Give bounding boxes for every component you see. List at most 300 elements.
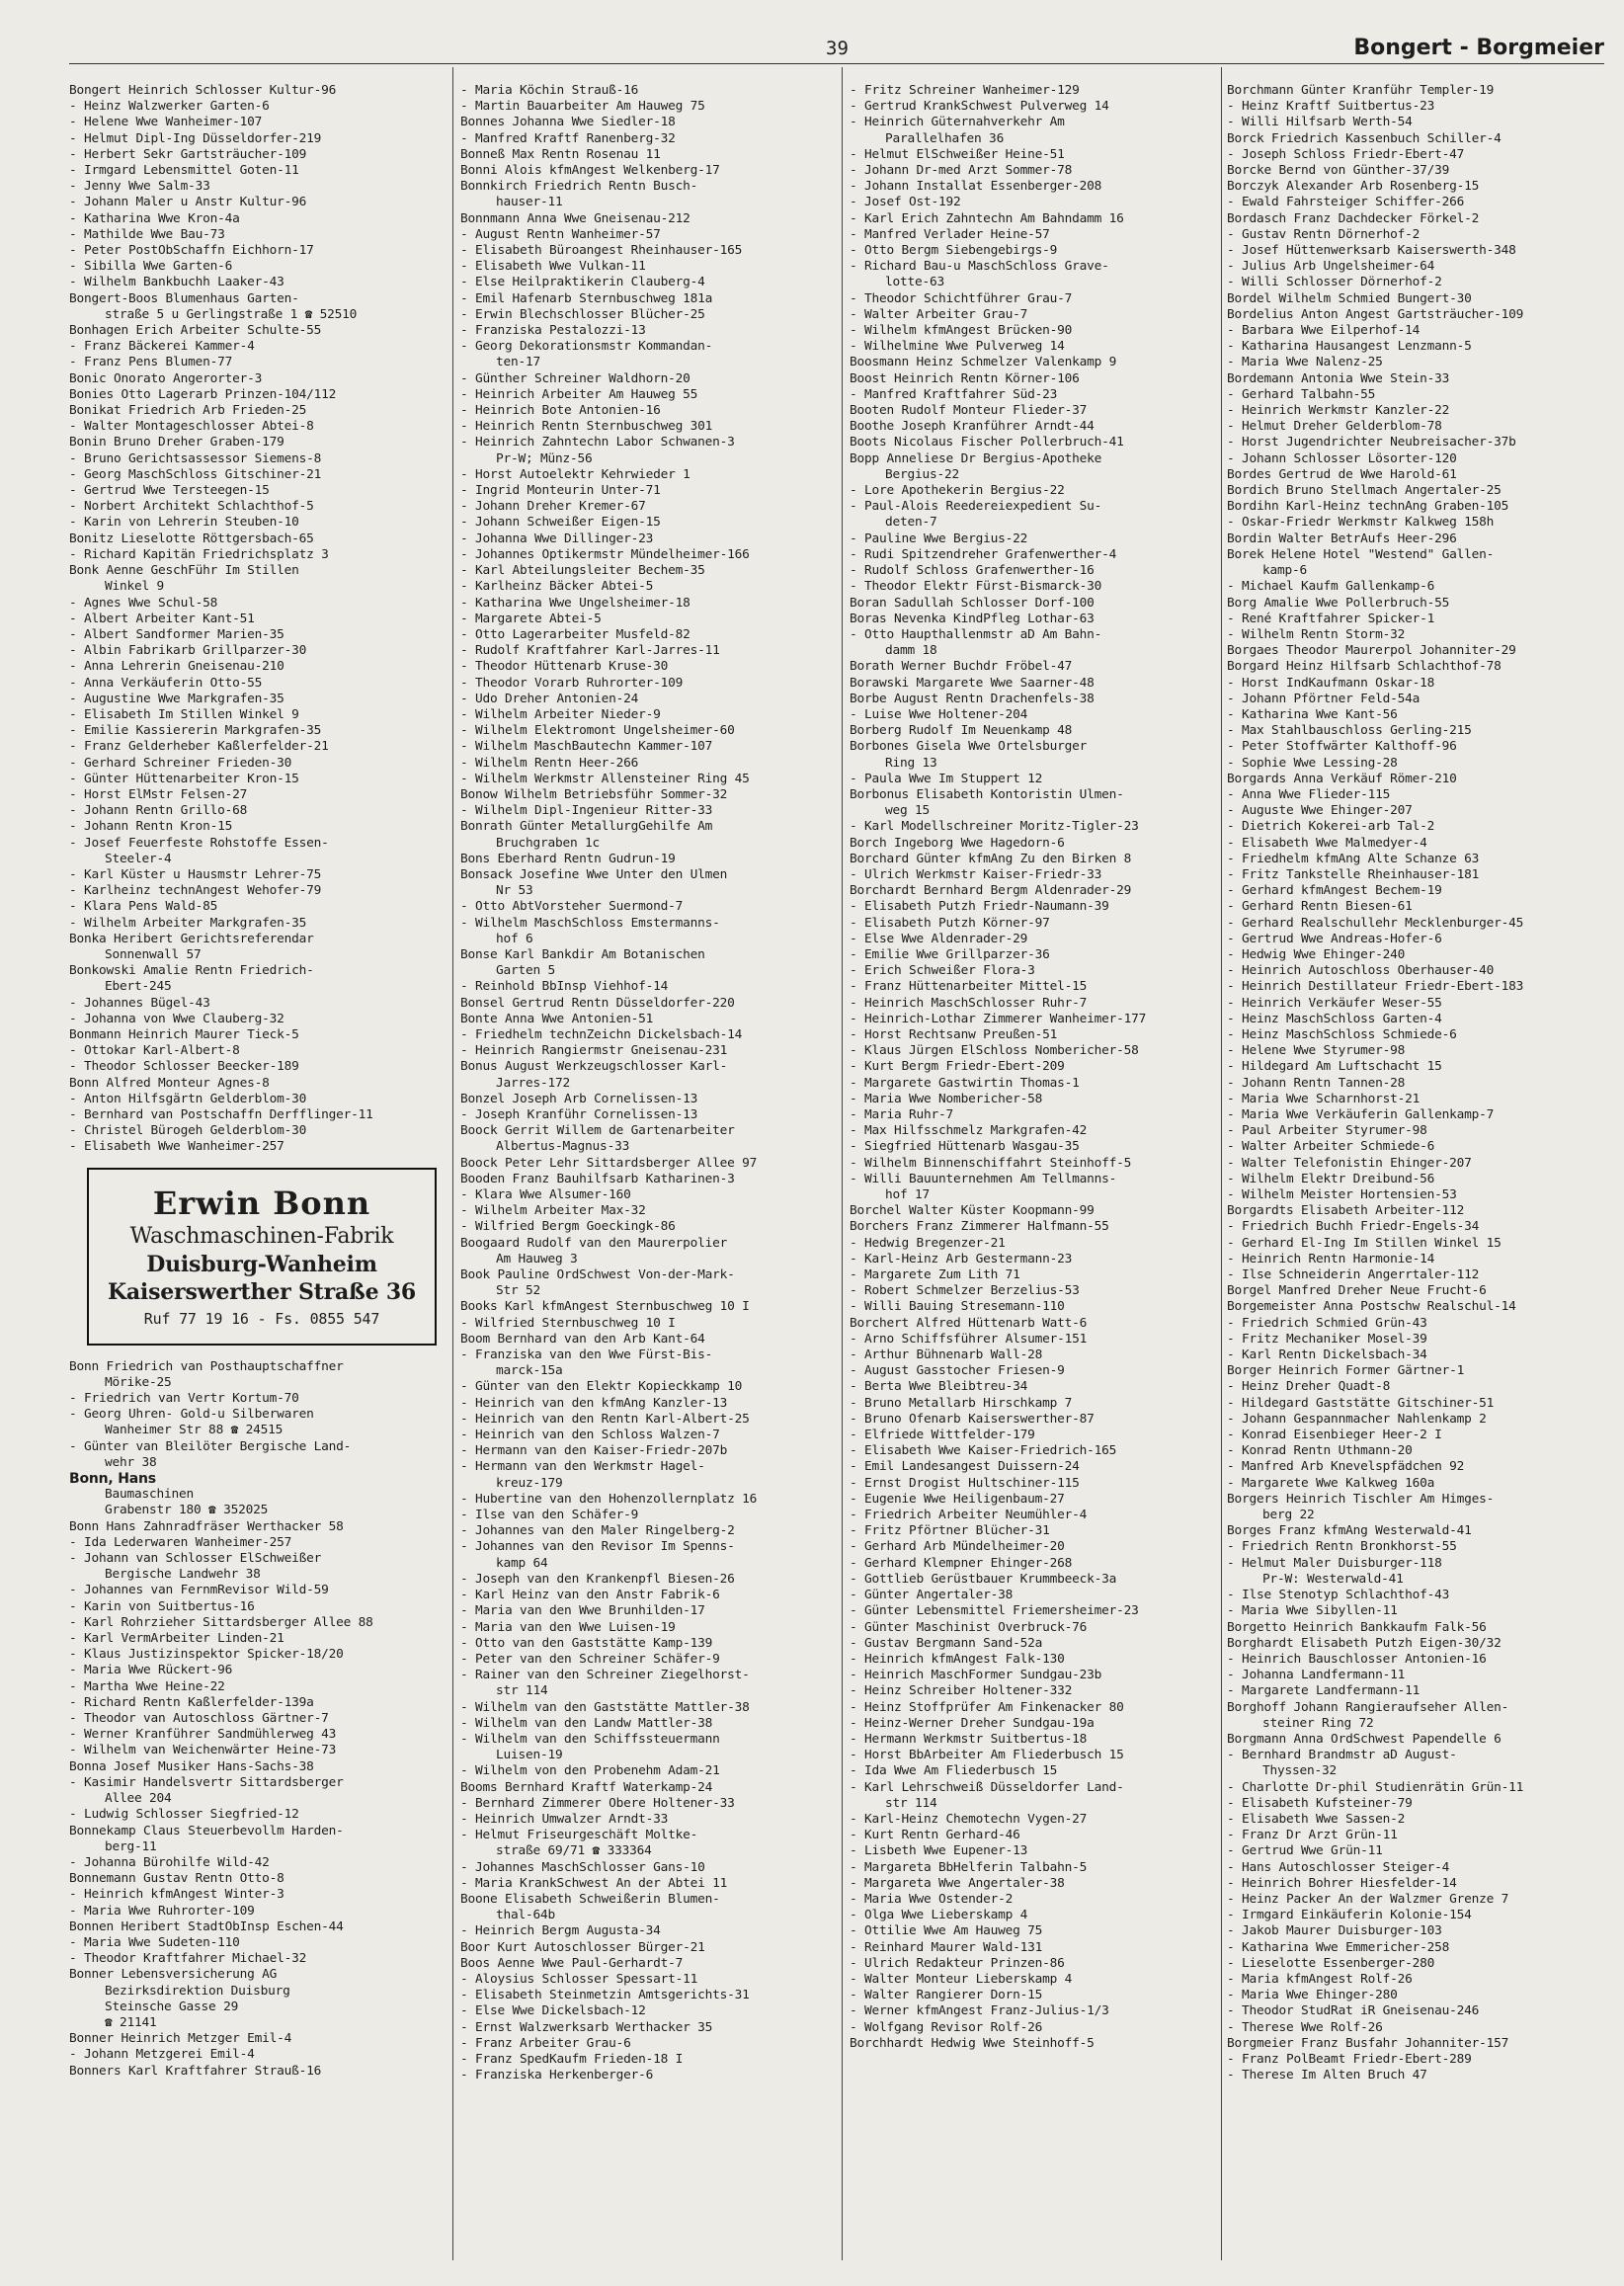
directory-entry: - Maria kfmAngest Rolf-26 <box>1227 1971 1413 1987</box>
directory-entry: - Ilse Stenotyp Schlachthof-43 <box>1227 1588 1450 1603</box>
directory-entry: Borczyk Alexander Arb Rosenberg-15 <box>1227 179 1480 195</box>
directory-entry: - Gertrud Wwe Grün-11 <box>1227 1843 1383 1859</box>
directory-entry: Borger Heinrich Former Gärtner-1 <box>1227 1363 1465 1379</box>
directory-entry: Bonies Otto Lagerarb Prinzen-104/112 <box>69 386 337 402</box>
directory-entry: Borath Werner Buchdr Fröbel-47 <box>850 659 1073 675</box>
directory-entry: - Maria van den Wwe Brunhilden-17 <box>460 1603 705 1619</box>
directory-entry: - Else Heilpraktikerin Clauberg-4 <box>460 275 705 290</box>
directory-entry: - Hermann van den Werkmstr Hagel- <box>460 1459 705 1475</box>
directory-entry: - Konrad Eisenbieger Heer-2 I <box>1227 1428 1442 1443</box>
directory-entry: - Maria Wwe Nalenz-25 <box>1227 355 1383 370</box>
directory-entry: Borgel Manfred Dreher Neue Frucht-6 <box>1227 1283 1487 1299</box>
directory-entry: str 114 <box>496 1683 548 1699</box>
running-head: Bongert - Borgmeier <box>1353 36 1604 60</box>
directory-entry: - Heinrich Bergm Augusta-34 <box>460 1923 661 1939</box>
directory-entry: - Karlheinz technAngest Wehofer-79 <box>69 883 322 899</box>
directory-entry: - Martha Wwe Heine-22 <box>69 1678 225 1694</box>
directory-entry: - Wilhelm van den Schiffssteuermann <box>460 1731 720 1747</box>
directory-entry: - Gottlieb Gerüstbauer Krummbeeck-3a <box>850 1571 1117 1587</box>
directory-entry: - Wilfried Sternbuschweg 10 I <box>460 1315 676 1331</box>
directory-entry: - Elisabeth Wwe Wanheimer-257 <box>69 1139 284 1155</box>
directory-entry: - Johann Installat Essenberger-208 <box>850 179 1102 195</box>
directory-entry: - Heinrich Verkäufer Weser-55 <box>1227 995 1442 1011</box>
directory-entry: - Theodor Hüttenarb Kruse-30 <box>460 659 669 675</box>
directory-entry: - Gerhard Arb Mündelheimer-20 <box>850 1539 1065 1555</box>
directory-entry: Bonka Heribert Gerichtsreferendar <box>69 931 314 946</box>
directory-entry: - Hedwig Wwe Ehinger-240 <box>1227 946 1406 962</box>
directory-entry: Bonner Lebensversicherung AG <box>69 1967 278 1983</box>
directory-entry: Bonikat Friedrich Arb Frieden-25 <box>69 403 307 419</box>
directory-entry: Borgmann Anna OrdSchwest Papendelle 6 <box>1227 1731 1502 1747</box>
directory-entry: - Günter Maschinist Overbruck-76 <box>850 1619 1088 1635</box>
directory-entry: - Wilhelm van den Landw Mattler-38 <box>460 1715 713 1731</box>
directory-entry: - Max Hilfsschmelz Markgrafen-42 <box>850 1123 1088 1139</box>
directory-entry: - Wilhelm Meister Hortensien-53 <box>1227 1187 1457 1203</box>
directory-entry: - Heinrich Autoschloss Oberhauser-40 <box>1227 963 1495 979</box>
directory-entry: Bonrath Günter MetallurgGehilfe Am <box>460 819 713 835</box>
directory-entry: - Theodor van Autoschloss Gärtner-7 <box>69 1711 329 1727</box>
directory-entry: Bonsack Josefine Wwe Unter den Ulmen <box>460 866 728 882</box>
ad-street: Kaiserswerther Straße 36 <box>107 1278 417 1305</box>
directory-entry: - Peter Stoffwärter Kalthoff-96 <box>1227 739 1457 755</box>
directory-entry: - Robert Schmelzer Berzelius-53 <box>850 1283 1080 1299</box>
directory-entry: - Anna Wwe Flieder-115 <box>1227 786 1391 802</box>
directory-entry: - Fritz Tankstelle Rheinhauser-181 <box>1227 866 1480 882</box>
directory-entry: Borbones Gisela Wwe Ortelsburger <box>850 739 1088 755</box>
directory-entry: - Klara Wwe Alsumer-160 <box>460 1187 631 1203</box>
directory-entry: - Wolfgang Revisor Rolf-26 <box>850 2019 1043 2035</box>
directory-entry: - Karl Heinz van den Anstr Fabrik-6 <box>460 1588 720 1603</box>
directory-entry: Boras Nevenka KindPfleg Lothar-63 <box>850 611 1095 626</box>
directory-entry: - Georg MaschSchloss Gitschiner-21 <box>69 466 322 482</box>
directory-entry: - Michael Kaufm Gallenkamp-6 <box>1227 579 1435 595</box>
directory-entry: - Gerhard Talbahn-55 <box>1227 386 1376 402</box>
column-4-entries <box>1227 83 1600 2083</box>
directory-entry: - Maria Wwe Ehinger-280 <box>1227 1988 1398 2003</box>
directory-entry: deten-7 <box>885 515 937 531</box>
directory-entry: Borghardt Elisabeth Putzh Eigen-30/32 <box>1227 1635 1502 1651</box>
directory-entry: - Günter van den Elektr Kopieckkamp 10 <box>460 1379 743 1395</box>
directory-entry: Bopp Anneliese Dr Bergius-Apotheke <box>850 450 1102 466</box>
directory-entry: - Johanna Landfermann-11 <box>1227 1668 1406 1683</box>
column-1-entries-c <box>69 1519 443 2080</box>
directory-entry: - Therese Im Alten Bruch 47 <box>1227 2068 1427 2083</box>
directory-entry: Boost Heinrich Rentn Körner-106 <box>850 370 1080 386</box>
directory-entry: Steinsche Gasse 29 <box>105 1999 239 2014</box>
directory-entry: - Wilhelm Binnenschiffahrt Steinhoff-5 <box>850 1155 1132 1171</box>
directory-entry: - Christel Bürogeh Gelderblom-30 <box>69 1123 307 1139</box>
directory-entry: - Wilhelm van den Gaststätte Mattler-38 <box>460 1699 750 1715</box>
directory-entry: - Maria Wwe Scharnhorst-21 <box>1227 1091 1421 1106</box>
directory-entry: weg 15 <box>885 803 931 819</box>
directory-entry: - Ernst Walzwerksarb Werthacker 35 <box>460 2019 713 2035</box>
directory-entry: - Heinrich Umwalzer Arndt-33 <box>460 1811 669 1827</box>
directory-entry: - Elisabeth Steinmetzin Amtsgerichts-31 <box>460 1988 750 2003</box>
directory-entry: Bonnekamp Claus Steuerbevollm Harden- <box>69 1823 344 1838</box>
directory-entry: - Johannes van den Maler Ringelberg-2 <box>460 1523 735 1539</box>
directory-entry: - Klaus Jürgen ElSchloss Nombericher-58 <box>850 1043 1139 1059</box>
directory-entry: - Margareta Wwe Angertaler-38 <box>850 1875 1065 1891</box>
directory-entry: - Oskar-Friedr Werkmstr Kalkweg 158h <box>1227 515 1495 531</box>
directory-entry: - Richard Bau-u MaschSchloss Grave- <box>850 259 1109 275</box>
directory-entry: - Karl Rohrzieher Sittardsberger Allee 88 <box>69 1614 373 1630</box>
directory-entry: Bonnkirch Friedrich Rentn Busch- <box>460 179 698 195</box>
directory-entry: marck-15a <box>496 1363 563 1379</box>
directory-entry: - Else Wwe Aldenrader-29 <box>850 931 1028 946</box>
directory-entry: - Heinrich-Lothar Zimmerer Wanheimer-177 <box>850 1011 1147 1026</box>
directory-entry: Str 52 <box>496 1283 541 1299</box>
directory-entry: Wanheimer Str 88 ☎ 24515 <box>105 1423 284 1438</box>
directory-entry: - Margarete Wwe Kalkweg 160a <box>1227 1475 1435 1491</box>
directory-entry: - Manfred Kraftfahrer Süd-23 <box>850 386 1058 402</box>
directory-entry: - Irmgard Einkäuferin Kolonie-154 <box>1227 1908 1472 1923</box>
directory-entry: - Heinz Dreher Quadt-8 <box>1227 1379 1391 1395</box>
directory-entry: - Werner Kranführer Sandmühlerweg 43 <box>69 1727 337 1743</box>
directory-entry: - Theodor Schichtführer Grau-7 <box>850 290 1073 306</box>
directory-entry: - Franz Pens Blumen-77 <box>69 355 233 370</box>
directory-entry: - Horst IndKaufmann Oskar-18 <box>1227 675 1435 691</box>
directory-entry: Borchel Walter Küster Koopmann-99 <box>850 1203 1095 1219</box>
directory-entry: - Günther Schreiner Waldhorn-20 <box>460 370 690 386</box>
directory-entry: - Agnes Wwe Schul-58 <box>69 595 218 611</box>
directory-entry: - Auguste Wwe Ehinger-207 <box>1227 803 1413 819</box>
directory-entry: - Katharina Wwe Kant-56 <box>1227 706 1398 722</box>
directory-entry: - Kurt Bergm Friedr-Ebert-209 <box>850 1059 1065 1075</box>
directory-entry: - Klaus Justizinspektor Spicker-18/20 <box>69 1647 344 1663</box>
directory-entry: - Otto Bergm Siebengebirgs-9 <box>850 243 1058 259</box>
directory-entry: - Helmut Friseurgeschäft Moltke- <box>460 1828 698 1843</box>
directory-entry: - Norbert Architekt Schlachthof-5 <box>69 499 314 515</box>
directory-entry: - Heinrich Arbeiter Am Hauweg 55 <box>460 386 698 402</box>
directory-entry: Bergische Landwehr 38 <box>105 1567 261 1583</box>
directory-entry: kamp-6 <box>1262 563 1308 579</box>
directory-entry: - Walter Rangierer Dorn-15 <box>850 1988 1043 2003</box>
directory-entry: Am Hauweg 3 <box>496 1251 578 1266</box>
directory-entry: Bonitz Lieselotte Röttgersbach-65 <box>69 531 314 546</box>
directory-entry: Bonn Friedrich van Posthauptschaffner <box>69 1358 344 1374</box>
directory-entry: steiner Ring 72 <box>1262 1715 1374 1731</box>
directory-entry: - Werner kfmAngest Franz-Julius-1/3 <box>850 2003 1109 2019</box>
directory-entry: Borghoff Johann Rangieraufseher Allen- <box>1227 1699 1509 1715</box>
directory-entry: Bonk Aenne GeschFühr Im Stillen <box>69 563 299 579</box>
directory-entry: - Bernhard van Postschaffn Derfflinger-11 <box>69 1107 373 1122</box>
directory-entry: - Luise Wwe Holtener-204 <box>850 706 1028 722</box>
directory-entry: - Emil Landesangest Duissern-24 <box>850 1459 1080 1475</box>
directory-entry: - Heinz MaschSchloss Schmiede-6 <box>1227 1026 1457 1042</box>
directory-entry: - Georg Uhren- Gold-u Silberwaren <box>69 1407 314 1423</box>
directory-entry: - Heinrich Werkmstr Kanzler-22 <box>1227 403 1450 419</box>
directory-entry: Bonni Alois kfmAngest Welkenberg-17 <box>460 163 720 179</box>
page-number: 39 <box>826 38 849 59</box>
directory-entry: - Albert Sandformer Marien-35 <box>69 626 284 642</box>
directory-entry: Ebert-245 <box>105 979 172 995</box>
directory-entry: - Josef Feuerfeste Rohstoffe Essen- <box>69 835 329 851</box>
column-divider <box>842 67 843 2260</box>
directory-entry: - Arthur Bühnenarb Wall-28 <box>850 1347 1043 1363</box>
directory-entry: damm 18 <box>885 643 937 659</box>
directory-entry: - Katharina Hausangest Lenzmann-5 <box>1227 339 1472 355</box>
directory-entry: - Johann van Schlosser ElSchweißer <box>69 1551 322 1567</box>
directory-entry: - Ida Wwe Am Fliederbusch 15 <box>850 1763 1058 1779</box>
ad-company-name: Erwin Bonn <box>152 1184 371 1222</box>
directory-entry: - Wilhelm von den Probenehm Adam-21 <box>460 1763 720 1779</box>
directory-entry: - Arno Schiffsführer Alsumer-151 <box>850 1331 1088 1347</box>
directory-entry: - Horst Jugendrichter Neubreisacher-37b <box>1227 435 1516 450</box>
directory-entry: - Ernst Drogist Hultschiner-115 <box>850 1475 1080 1491</box>
directory-entry: - Johann Pförtner Feld-54a <box>1227 691 1421 706</box>
directory-entry: - Otto van den Gaststätte Kamp-139 <box>460 1635 713 1651</box>
directory-entry: Bordich Bruno Stellmach Angertaler-25 <box>1227 483 1502 499</box>
directory-entry: - Heinrich Zahntechn Labor Schwanen-3 <box>460 435 735 450</box>
directory-entry: - Margareta BbHelferin Talbahn-5 <box>850 1859 1088 1875</box>
directory-entry: - Rudolf Schloss Grafenwerther-16 <box>850 563 1095 579</box>
directory-entry: hof 17 <box>885 1187 931 1203</box>
directory-entry: Book Pauline OrdSchwest Von-der-Mark- <box>460 1267 735 1283</box>
directory-entry: - Lieselotte Essenberger-280 <box>1227 1955 1435 1971</box>
directory-entry: - Wilhelm Arbeiter Nieder-9 <box>460 706 661 722</box>
directory-entry: Luisen-19 <box>496 1748 563 1763</box>
directory-entry: - Else Wwe Dickelsbach-12 <box>460 2003 646 2019</box>
directory-entry: Bonsel Gertrud Rentn Düsseldorfer-220 <box>460 995 735 1011</box>
directory-entry: Jarres-172 <box>496 1075 571 1091</box>
directory-entry: - Franziska van den Wwe Fürst-Bis- <box>460 1347 713 1363</box>
directory-entry: Bonnmann Anna Wwe Gneisenau-212 <box>460 210 690 226</box>
directory-entry: - Mathilde Wwe Bau-73 <box>69 226 225 242</box>
directory-entry: - Franz Dr Arzt Grün-11 <box>1227 1828 1398 1843</box>
directory-entry: - Friedhelm technZeichn Dickelsbach-14 <box>460 1026 743 1042</box>
directory-entry: Boock Gerrit Willem de Gartenarbeiter <box>460 1123 735 1139</box>
directory-entry: - Gerhard Schreiner Frieden-30 <box>69 755 292 771</box>
directory-entry: straße 5 u Gerlingstraße 1 ☎ 52510 <box>105 306 358 322</box>
ad-city: Duisburg-Wanheim <box>146 1251 377 1277</box>
directory-entry: Bonneß Max Rentn Rosenau 11 <box>460 146 661 162</box>
directory-entry: - Joseph Kranführ Cornelissen-13 <box>460 1107 698 1122</box>
directory-entry: Borchmann Günter Kranführ Templer-19 <box>1227 83 1495 98</box>
directory-entry: - Wilhelm Arbeiter Max-32 <box>460 1203 646 1219</box>
directory-entry: Borchers Franz Zimmerer Halfmann-55 <box>850 1219 1109 1235</box>
directory-entry: - Margarete Landfermann-11 <box>1227 1683 1421 1699</box>
directory-entry: - Helmut Dipl-Ing Düsseldorfer-219 <box>69 130 322 146</box>
directory-entry: - Günter Angertaler-38 <box>850 1588 1014 1603</box>
directory-entry: - Peter PostObSchaffn Eichhorn-17 <box>69 243 314 259</box>
directory-entry: - Siegfried Hüttenarb Wasgau-35 <box>850 1139 1080 1155</box>
directory-entry: - Johann Maler u Anstr Kultur-96 <box>69 195 307 210</box>
directory-entry: - Johann Metzgerei Emil-4 <box>69 2047 255 2063</box>
directory-entry: - Helene Wwe Styrumer-98 <box>1227 1043 1406 1059</box>
directory-entry: - Maria KrankSchwest An der Abtei 11 <box>460 1875 728 1891</box>
directory-entry: - Maria Köchin Strauß-16 <box>460 83 639 98</box>
directory-entry: - Hermann Werkmstr Suitbertus-18 <box>850 1731 1088 1747</box>
directory-entry: - Heinrich MaschFormer Sundgau-23b <box>850 1668 1102 1683</box>
directory-entry: - Joseph Schloss Friedr-Ebert-47 <box>1227 146 1465 162</box>
directory-entry: - Johann Rentn Tannen-28 <box>1227 1075 1406 1091</box>
directory-entry: - Johann Dr-med Arzt Sommer-78 <box>850 163 1073 179</box>
directory-entry: Bonzel Joseph Arb Cornelissen-13 <box>460 1091 698 1106</box>
directory-entry: - Aloysius Schlosser Spessart-11 <box>460 1971 698 1987</box>
directory-entry: - Ottilie Wwe Am Hauweg 75 <box>850 1923 1043 1939</box>
directory-entry: - Margarete Zum Lith 71 <box>850 1267 1020 1283</box>
directory-entry: - Wilhelm Rentn Heer-266 <box>460 755 639 771</box>
directory-entry: - Albin Fabrikarb Grillparzer-30 <box>69 643 307 659</box>
directory-entry: Nr 53 <box>496 883 533 899</box>
directory-entry: Books Karl kfmAngest Sternbuschweg 10 I <box>460 1299 750 1315</box>
directory-entry: - Albert Arbeiter Kant-51 <box>69 611 255 626</box>
directory-entry: - Heinrich Bote Antonien-16 <box>460 403 661 419</box>
directory-entry: - Elisabeth Putzh Friedr-Naumann-39 <box>850 899 1109 915</box>
directory-entry: - René Kraftfahrer Spicker-1 <box>1227 611 1435 626</box>
directory-entry: - Joseph van den Krankenpfl Biesen-26 <box>460 1571 735 1587</box>
directory-entry: Ring 13 <box>885 755 937 771</box>
directory-entry: - Heinz Stoffprüfer Am Finkenacker 80 <box>850 1699 1124 1715</box>
directory-entry: - Johannes van den Revisor Im Spenns- <box>460 1539 735 1555</box>
directory-entry: - Maria Wwe Ruhrorter-109 <box>69 1903 255 1919</box>
directory-entry: Borchert Alfred Hüttenarb Watt-6 <box>850 1315 1088 1331</box>
column-1-entries-a <box>69 83 443 1156</box>
directory-entry: Bonus August Werkzeugschlosser Karl- <box>460 1059 728 1075</box>
directory-entry: - Horst Autoelektr Kehrwieder 1 <box>460 466 690 482</box>
directory-entry: - Heinrich kfmAngest Winter-3 <box>69 1887 284 1903</box>
column-divider <box>452 67 453 2260</box>
directory-entry: - Theodor Schlosser Beecker-189 <box>69 1059 299 1075</box>
directory-entry: - Emilie Wwe Grillparzer-36 <box>850 946 1050 962</box>
directory-entry: - Herbert Sekr Gartsträucher-109 <box>69 146 307 162</box>
directory-entry: - Elisabeth Putzh Körner-97 <box>850 915 1050 931</box>
directory-entry: - Katharina Wwe Ungelsheimer-18 <box>460 595 690 611</box>
directory-entry: - Heinrich van den kfmAng Kanzler-13 <box>460 1395 728 1411</box>
directory-entry: - Johannes van FernmRevisor Wild-59 <box>69 1583 329 1598</box>
directory-entry: - Karl Küster u Hausmstr Lehrer-75 <box>69 866 322 882</box>
ad-business-type: Waschmaschinen-Fabrik <box>129 1223 394 1249</box>
directory-entry: - Georg Dekorationsmstr Kommandan- <box>460 339 713 355</box>
directory-entry: - Bruno Gerichtsassessor Siemens-8 <box>69 450 322 466</box>
directory-entry: - Johannes MaschSchlosser Gans-10 <box>460 1859 705 1875</box>
directory-entry: Sonnenwall 57 <box>105 946 202 962</box>
directory-entry: - Friedhelm kfmAng Alte Schanze 63 <box>1227 851 1480 866</box>
directory-entry: - Heinrich Rangiermstr Gneisenau-231 <box>460 1043 728 1059</box>
directory-entry: - Reinhold BbInsp Viehhof-14 <box>460 979 669 995</box>
directory-entry: - Helmut ElSchweißer Heine-51 <box>850 146 1065 162</box>
directory-entry: - Horst Rechtsanw Preußen-51 <box>850 1026 1058 1042</box>
directory-entry: - Paula Wwe Im Stuppert 12 <box>850 771 1043 786</box>
directory-entry: - Olga Wwe Lieberskamp 4 <box>850 1908 1028 1923</box>
directory-entry: - Gertrud Wwe Andreas-Hofer-6 <box>1227 931 1442 946</box>
directory-entry: - Horst ElMstr Felsen-27 <box>69 786 248 802</box>
advertisement-box <box>87 1168 437 1346</box>
directory-entry: - Walter Montageschlosser Abtei-8 <box>69 419 314 435</box>
directory-entry: - Paul Arbeiter Styrumer-98 <box>1227 1123 1427 1139</box>
directory-entry: - Martin Bauarbeiter Am Hauweg 75 <box>460 99 705 115</box>
directory-entry: Bonnemann Gustav Rentn Otto-8 <box>69 1871 284 1887</box>
directory-entry: - Helmut Maler Duisburger-118 <box>1227 1555 1442 1571</box>
directory-entry: - Ulrich Redakteur Prinzen-86 <box>850 1955 1065 1971</box>
directory-entry: Borchhardt Hedwig Wwe Steinhoff-5 <box>850 2035 1095 2051</box>
directory-entry: Thyssen-32 <box>1262 1763 1338 1779</box>
directory-entry: - Bruno Ofenarb Kaiserswerther-87 <box>850 1411 1095 1427</box>
directory-entry: - Elisabeth Wwe Malmedyer-4 <box>1227 835 1427 851</box>
directory-entry: Bonna Josef Musiker Hans-Sachs-38 <box>69 1758 314 1774</box>
column-2-entries <box>460 83 834 2083</box>
directory-entry: - Erich Schweißer Flora-3 <box>850 963 1035 979</box>
directory-entry: Borberg Rudolf Im Neuenkamp 48 <box>850 723 1073 739</box>
directory-entry: - Johanna von Wwe Clauberg-32 <box>69 1011 284 1026</box>
directory-entry: - Hedwig Bregenzer-21 <box>850 1235 1006 1251</box>
directory-entry: - Josef Hüttenwerksarb Kaiserswerth-348 <box>1227 243 1516 259</box>
directory-entry: - Wilhelm Arbeiter Markgrafen-35 <box>69 915 307 931</box>
directory-entry: - Eugenie Wwe Heiligenbaum-27 <box>850 1491 1065 1507</box>
directory-entry: - Fritz Pförtner Blücher-31 <box>850 1523 1050 1539</box>
directory-entry: - Johannes Optikermstr Mündelheimer-166 <box>460 546 750 562</box>
directory-entry: Borges Franz kfmAng Westerwald-41 <box>1227 1523 1472 1539</box>
directory-entry: - Günter Hüttenarbeiter Kron-15 <box>69 771 299 786</box>
directory-entry: - Anna Verkäuferin Otto-55 <box>69 675 263 691</box>
bonn-hans-line: Grabenstr 180 ☎ 352025 <box>105 1503 269 1518</box>
directory-entry: Bonn Alfred Monteur Agnes-8 <box>69 1075 270 1091</box>
directory-entry: Borch Ingeborg Wwe Hagedorn-6 <box>850 835 1065 851</box>
directory-entry: - Otto AbtVorsteher Suermond-7 <box>460 899 684 915</box>
directory-entry: - Heinrich MaschSchlosser Ruhr-7 <box>850 995 1088 1011</box>
directory-entry: - Karl Abteilungsleiter Bechem-35 <box>460 563 705 579</box>
directory-entry: Bezirksdirektion Duisburg <box>105 1983 290 1999</box>
directory-entry: - Anna Lehrerin Gneisenau-210 <box>69 659 284 675</box>
directory-entry: - Franz Arbeiter Grau-6 <box>460 2035 631 2051</box>
directory-entry: Bonner Heinrich Metzger Emil-4 <box>69 2031 292 2047</box>
directory-entry: - Friedrich Schmied Grün-43 <box>1227 1315 1427 1331</box>
directory-entry: str 114 <box>885 1795 937 1811</box>
directory-entry: Bruchgraben 1c <box>496 835 601 851</box>
directory-entry: - Lisbeth Wwe Eupener-13 <box>850 1843 1028 1859</box>
directory-entry: - Augustine Wwe Markgrafen-35 <box>69 691 284 706</box>
directory-entry: - Franziska Herkenberger-6 <box>460 2068 654 2083</box>
directory-entry: - Karl-Heinz Arb Gestermann-23 <box>850 1251 1073 1266</box>
directory-entry: - Gerhard El-Ing Im Stillen Winkel 15 <box>1227 1235 1502 1251</box>
directory-entry: - Maria Wwe Sibyllen-11 <box>1227 1603 1398 1619</box>
directory-entry: Boran Sadullah Schlosser Dorf-100 <box>850 595 1095 611</box>
directory-entry: Borgard Heinz Hilfsarb Schlachthof-78 <box>1227 659 1502 675</box>
directory-entry: - Elisabeth Kufsteiner-79 <box>1227 1795 1413 1811</box>
directory-entry: - Heinz Packer An der Walzmer Grenze 7 <box>1227 1891 1509 1907</box>
directory-entry: - Wilhelm Rentn Storm-32 <box>1227 626 1406 642</box>
directory-entry: - Emilie Kassiererin Markgrafen-35 <box>69 723 322 739</box>
directory-entry: Bordes Gertrud de Wwe Harold-61 <box>1227 466 1457 482</box>
directory-entry: Parallelhafen 36 <box>885 130 1005 146</box>
directory-entry: Allee 204 <box>105 1791 172 1807</box>
directory-entry: - Theodor Kraftfahrer Michael-32 <box>69 1951 307 1967</box>
directory-entry: kreuz-179 <box>496 1475 563 1491</box>
directory-entry: Borawski Margarete Wwe Saarner-48 <box>850 675 1095 691</box>
directory-entry: - Manfred Kraftf Ranenberg-32 <box>460 130 676 146</box>
directory-entry: - Margarete Abtei-5 <box>460 611 602 626</box>
directory-entry: - Jenny Wwe Salm-33 <box>69 179 210 195</box>
directory-entry: - Reinhard Maurer Wald-131 <box>850 1939 1043 1955</box>
directory-entry: - Ilse van den Schäfer-9 <box>460 1508 639 1523</box>
directory-entry: - Wilhelm kfmAngest Brücken-90 <box>850 323 1073 339</box>
directory-entry: - Dietrich Kokerei-arb Tal-2 <box>1227 819 1435 835</box>
directory-entry: - Rudi Spitzendreher Grafenwerther-4 <box>850 546 1117 562</box>
directory-entry: - Franz Hüttenarbeiter Mittel-15 <box>850 979 1088 995</box>
directory-entry: - Karl Rentn Dickelsbach-34 <box>1227 1347 1427 1363</box>
column-3-entries <box>850 83 1223 2052</box>
directory-entry: - Horst BbArbeiter Am Fliederbusch 15 <box>850 1748 1124 1763</box>
directory-entry: - Franz SpedKaufm Frieden-18 I <box>460 2051 684 2067</box>
directory-entry: Booms Bernhard Kraftf Waterkamp-24 <box>460 1779 713 1795</box>
directory-entry: - Maria Wwe Rückert-96 <box>69 1663 233 1678</box>
directory-entry: - Johann Schlosser Lösorter-120 <box>1227 450 1457 466</box>
directory-entry: - Bernhard Brandmstr aD August- <box>1227 1748 1457 1763</box>
directory-entry: - Walter Arbeiter Grau-7 <box>850 306 1028 322</box>
directory-entry: - Willi Schlosser Dörnerhof-2 <box>1227 275 1442 290</box>
directory-entry: - Friedrich Arbeiter Neumühler-4 <box>850 1508 1088 1523</box>
directory-entry: Bonners Karl Kraftfahrer Strauß-16 <box>69 2063 322 2079</box>
